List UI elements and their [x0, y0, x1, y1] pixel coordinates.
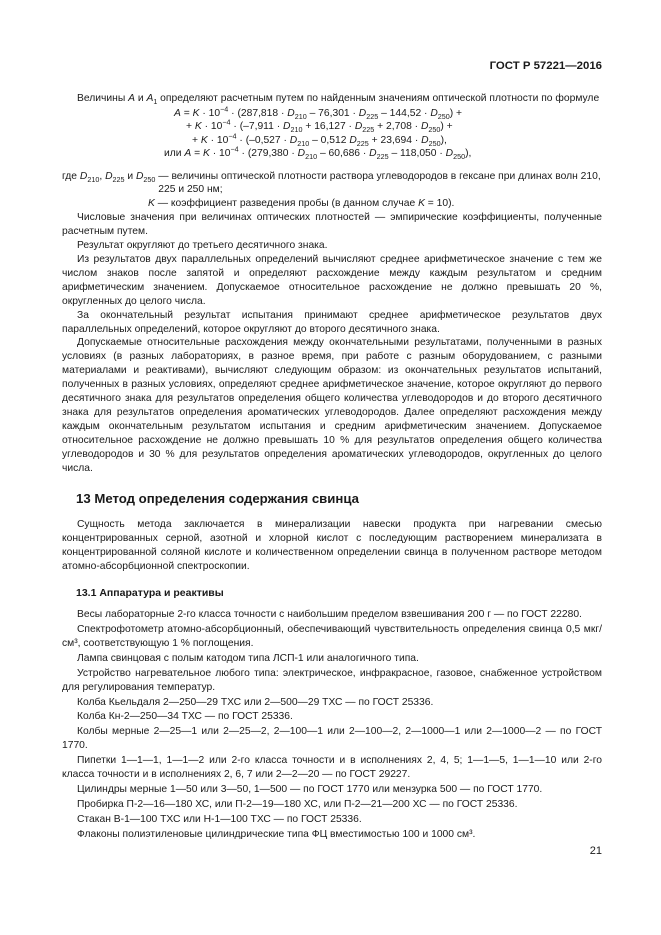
- apparatus-item: Спектрофотометр атомно-абсорбционный, обеспечивающий чувствительность определения свинца 0,5 мкг/см³, соответствующую 1 % поглощения.: [62, 624, 602, 649]
- apparatus-item: Пробирка П-2—16—180 ХС, или П-2—19—180 ХС, или П-2—21—200 ХС — по ГОСТ 25336.: [77, 798, 518, 810]
- apparatus-item: Колба Кн-2—250—34 ТХС — по ГОСТ 25336.: [77, 711, 293, 723]
- results-paragraphs: [62, 211, 602, 475]
- apparatus-item: Лампа свинцовая с полым катодом типа ЛСП-1 или аналогичного типа.: [77, 652, 419, 664]
- apparatus-item: Колбы мерные 2—25—1 или 2—25—2, 2—100—1 или 2—100—2, 2—1000—1 или 2—1000—2 — по ГОСТ 1770.: [62, 726, 602, 752]
- definition-d-label: где $D_{210}$, $D_{225}$ и $D_{250}$: [62, 170, 156, 184]
- apparatus-item: Устройство нагревательное любого типа: электрическое, инфракрасное, газовое, снабженное устройством для регулирования температур.: [62, 667, 602, 693]
- apparatus-list: [62, 608, 602, 842]
- results-paragraph: Допускаемые относительные расхождения между окончательными результатами, полученными в разных условиях (в разных лабораториях, в разное время, при работе с разным оборудованием, с разными материалами и реактивами), вычисляют следующим образом: из окончательных результатов испытаний, полученных в разных условиях, определяют среднее арифметическое значение, которое округляют до первого десятичного знака для результатов определения общего количества углеводородов и до второго десятичного знака для результатов определения ароматических углеводородов. Далее определяют расхождения между каждым окончательным результатом испытания и средним арифметическим значением. Допускаемое относительное расхождение не должно превышать 10 % для результатов определения общего количества углеводородов и 30 % для результатов определения ароматических углеводородов, округленных до целого числа.: [62, 337, 602, 474]
- formula-line-1: $A = K \cdot 10^{-4} \cdot (287,818 \cdot D_{210} - 76,301 \cdot D_{225} - 144,52 \cdot D_{250})$ +: [174, 104, 463, 121]
- section-13-title: 13 Метод определения содержания свинца: [76, 491, 359, 507]
- definition-k: K — коэффициент разведения пробы (в данном случае K = 10).: [148, 198, 455, 210]
- results-paragraph: За окончательный результат испытания принимают среднее арифметическое результатов двух параллельных определений, которое округляют до второго десятичного знака.: [62, 309, 602, 335]
- formula-line-2: + $K \cdot 10^{-4} \cdot (-7,911 \cdot D_{210} + 16,127 \cdot D_{225} + 2,708 \cdot D_{250})$ +: [186, 117, 453, 135]
- definition-d: [62, 170, 602, 198]
- section-13-1-title: 13.1 Аппаратура и реактивы: [76, 587, 224, 600]
- variable-definitions: [62, 170, 602, 212]
- apparatus-item: Пипетки 1—1—1, 1—1—2 или 2-го класса точности и в исполнениях 2, 4, 5; 1—1—5, 1—1—10 или 2-го класса точности и в исполнениях 2, 6, 7 или 2—2—20 — по ГОСТ 29227.: [62, 755, 602, 781]
- results-paragraph: Числовые значения при величинах оптических плотностей — эмпирические коэффициенты, полученные расчетным путем.: [62, 212, 602, 238]
- results-paragraph: Результат округляют до третьего десятичного знака.: [77, 240, 328, 252]
- definition-d-text: — величины оптической плотности раствора углеводородов в гексане при длинах волн 210, 225 и 250 нм;: [158, 170, 601, 196]
- apparatus-item: Весы лабораторные 2-го класса точности с наибольшим пределом взвешивания 200 г — по ГОСТ 22280.: [77, 609, 582, 621]
- apparatus-item: Флаконы полиэтиленовые цилиндрические типа ФЦ вместимостью 100 и 1000 см³.: [77, 828, 476, 840]
- results-paragraph: Из результатов двух параллельных определений вычисляют среднее арифметическое значение с тем же числом знаков после запятой и определяют расхождение между каждым результатом и средним арифметическим значением. Допускаемое относительное расхождение не должно превышать 20 %, округленных до целого числа.: [62, 253, 602, 307]
- apparatus-item: Колба Кьельдаля 2—250—29 ТХС или 2—500—29 ТХС — по ГОСТ 25336.: [77, 696, 434, 708]
- apparatus-item: Цилиндры мерные 1—50 или 3—50, 1—500 — по ГОСТ 1770 или мензурка 500 — по ГОСТ 1770.: [77, 783, 543, 795]
- formula-block: [62, 104, 602, 162]
- formula-line-3: + $K \cdot 10^{-4} \cdot (-0,527 \cdot D_{210} - 0,512$ $D_{225} + 23,694 \cdot D_{250}$),: [192, 131, 447, 148]
- standard-header: ГОСТ Р 57221—2016: [489, 60, 602, 72]
- section-13-essence: Сущность метода заключается в минерализации навески продукта при нагревании смесью концентрированных серной, азотной и хлорной кислот с последующим растворением минерализата в концентрированной соляной кислоте и количественном определении свинца в полученном растворе методом атомно-абсорбционной спектроскопии.: [62, 519, 602, 573]
- page-body: [62, 92, 602, 843]
- formula-line-4: или $A = K \cdot 10^{-4} \cdot (279,380 \cdot D_{210} - 60,686 \cdot D_{225} - 118,050 \cdot D_{250})$,: [164, 144, 472, 162]
- apparatus-item: Стакан В-1—100 ТХС или Н-1—100 ТХС — по ГОСТ 25336.: [77, 813, 362, 825]
- intro-paragraph: Величины A и $A_1$ определяют расчетным путем по найденным значениям оптической плотности по формуле: [77, 93, 600, 107]
- page-number: 21: [589, 845, 602, 857]
